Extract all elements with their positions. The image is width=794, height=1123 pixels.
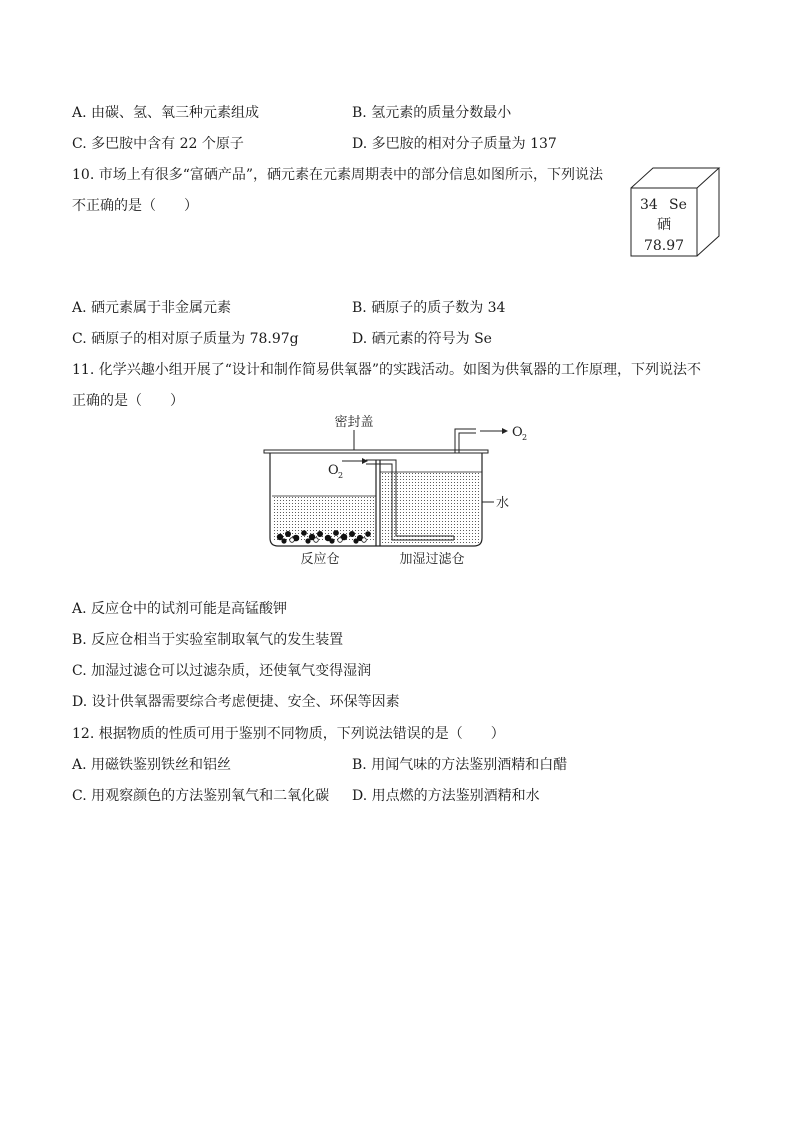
q10-stem-line1: 10. 市场上有很多“富硒产品”，硒元素在元素周期表中的部分信息如图所示，下列说法 — [72, 167, 604, 183]
q10-option-d: D. 硒元素的符号为 Se — [352, 331, 492, 347]
q12-option-d: D. 用点燃的方法鉴别酒精和水 — [352, 788, 540, 804]
q12-stem: 12. 根据物质的性质可用于鉴别不同物质，下列说法错误的是（ ） — [72, 726, 505, 742]
q11-option-a: A. 反应仓中的试剂可能是高锰酸钾 — [72, 601, 288, 617]
q11-option-b: B. 反应仓相当于实验室制取氧气的发生装置 — [72, 632, 344, 648]
q9-option-a: A. 由碳、氢、氧三种元素组成 — [72, 105, 260, 121]
q11-stem-line1: 11. 化学兴趣小组开展了“设计和制作简易供氧器”的实践活动。如图为供氧器的工作原理，下列说法不 — [72, 362, 702, 378]
q10-stem-line2: 不正确的是（ ） — [72, 198, 198, 214]
q10-option-c: C. 硒原子的相对原子质量为 78.97g — [72, 331, 299, 347]
q9-option-d: D. 多巴胺的相对分子质量为 137 — [352, 136, 557, 152]
q9-option-b: B. 氢元素的质量分数最小 — [352, 105, 512, 121]
element-atomic-number: 34 — [640, 197, 658, 213]
element-name: 硒 — [657, 217, 671, 233]
q11-option-d: D. 设计供氧器需要综合考虑便捷、安全、环保等因素 — [72, 694, 400, 710]
element-atomic-mass: 78.97 — [643, 238, 685, 254]
selenium-element-card — [628, 166, 722, 260]
q10-option-a: A. 硒元素属于非金属元素 — [72, 300, 232, 316]
lid-label: 密封盖 — [334, 415, 374, 430]
q12-option-c: C. 用观察颜色的方法鉴别氧气和二氧化碳 — [72, 788, 330, 804]
o2-inlet-label: O — [328, 463, 339, 478]
oxygen-generator-diagram — [258, 412, 548, 572]
q11-option-c: C. 加湿过滤仓可以过滤杂质，还使氧气变得湿润 — [72, 663, 372, 679]
water-label: 水 — [496, 496, 510, 511]
o2-outlet-subscript: 2 — [522, 433, 528, 442]
element-symbol: Se — [669, 197, 687, 213]
q11-stem-line2: 正确的是（ ） — [72, 393, 184, 409]
humidify-chamber-label: 加湿过滤仓 — [399, 552, 465, 567]
q9-option-c: C. 多巴胺中含有 22 个原子 — [72, 136, 244, 152]
q12-option-b: B. 用闻气味的方法鉴别酒精和白醋 — [352, 757, 568, 773]
o2-inlet-subscript: 2 — [338, 471, 344, 480]
reaction-chamber-label: 反应仓 — [300, 552, 340, 567]
q10-option-b: B. 硒原子的质子数为 34 — [352, 300, 506, 316]
humidifier-water — [380, 472, 480, 544]
o2-outlet-label: O — [512, 425, 523, 440]
q12-option-a: A. 用磁铁鉴别铁丝和铝丝 — [72, 757, 232, 773]
